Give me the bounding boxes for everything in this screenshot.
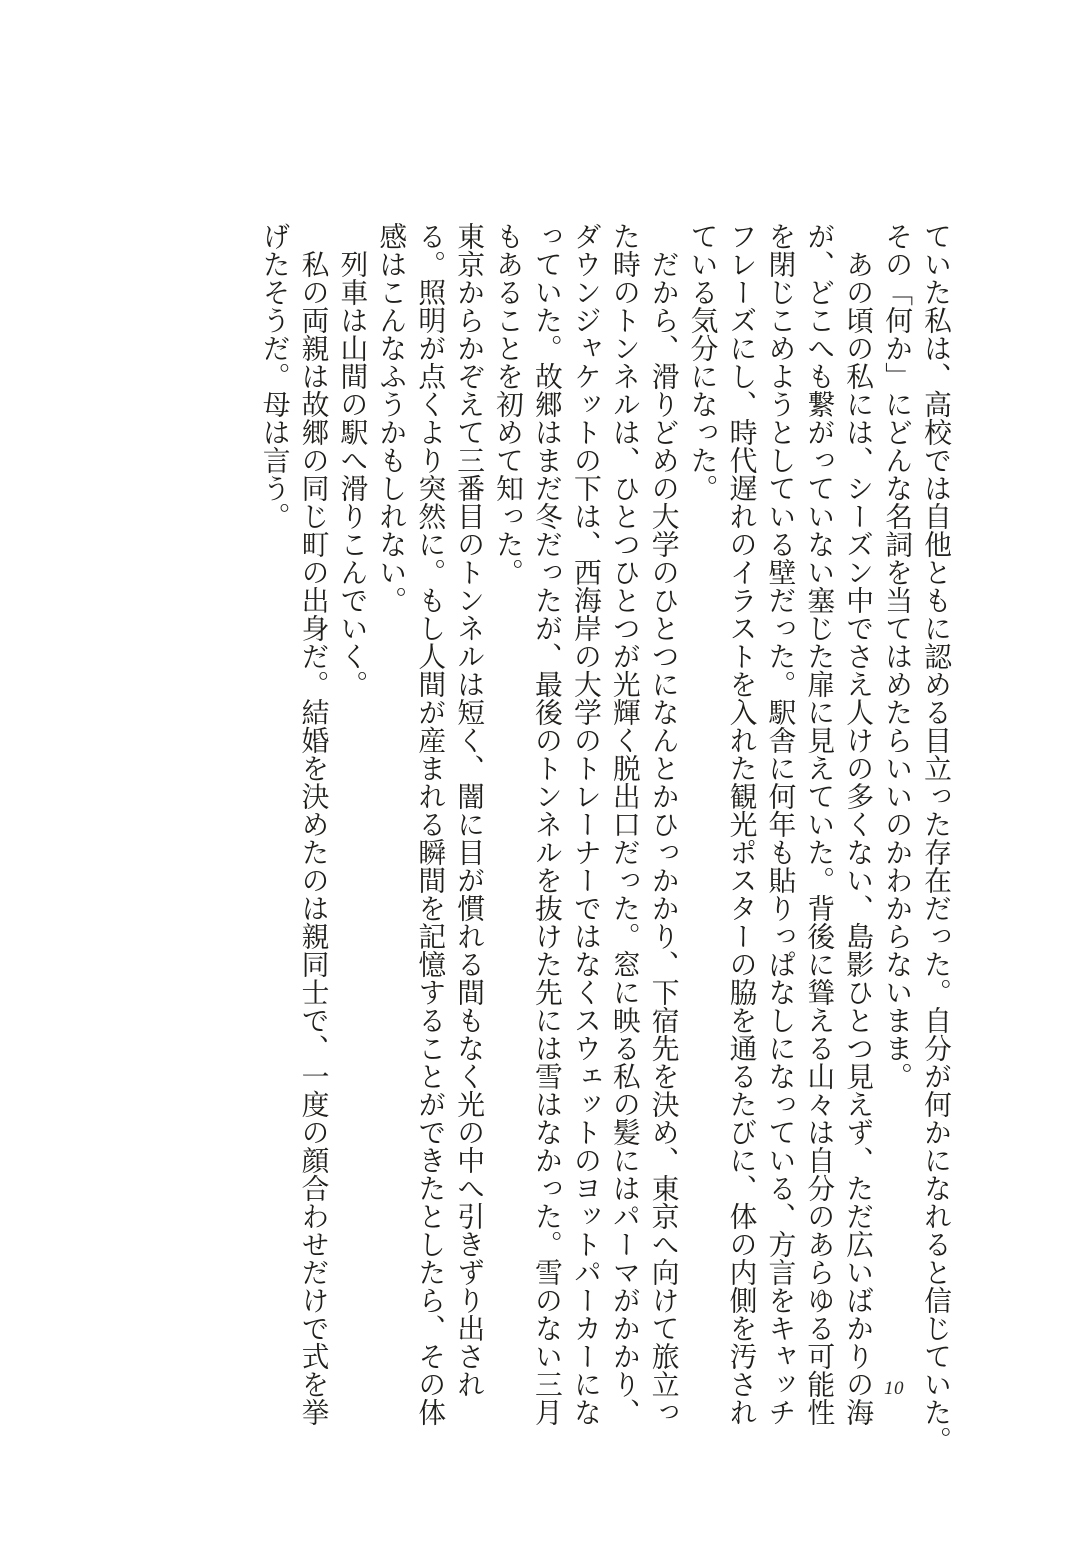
text-line: もあることを初めて知った。 bbox=[491, 222, 525, 586]
text-line: た時のトンネルは、ひとつひとつが光輝く脱出口だった。窓に映る私の髪にはパーマがかかり、 bbox=[607, 222, 641, 1426]
text-line: 私の両親は故郷の同じ町の出身だ。結婚を決めたのは親同士で、一度の顔合わせだけで式を挙 bbox=[296, 222, 330, 1426]
text-line: げたそうだ。母は言う。 bbox=[257, 222, 291, 530]
text-line: を閉じこめようとしている壁だった。駅舎に何年も貼りっぱなしになっている、方言をキャッチ bbox=[763, 222, 797, 1426]
text-line: る。照明が点くより突然に。もし人間が産まれる瞬間を記憶することができたとしたら、その体 bbox=[413, 222, 447, 1426]
text-line: ている気分になった。 bbox=[685, 222, 719, 502]
text-line: だから、滑りどめの大学のひとつになんとかひっかかり、下宿先を決め、東京へ向けて旅立っ bbox=[646, 222, 680, 1426]
text-line: っていた。故郷はまだ冬だったが、最後のトンネルを抜けた先には雪はなかった。雪のない三月 bbox=[529, 222, 563, 1426]
text-line: あの頃の私には、シーズン中でさえ人けの多くない、島影ひとつ見えず、ただ広いばかりの海 bbox=[841, 222, 875, 1426]
page-number: 10 bbox=[884, 1378, 904, 1399]
text-line: 列車は山間の駅へ滑りこんでいく。 bbox=[335, 222, 369, 698]
text-line: 東京からかぞえて三番目のトンネルは短く、闇に目が慣れる間もなく光の中へ引きずり出され bbox=[452, 222, 486, 1398]
text-line: が、どこへも繋がっていない塞じた扉に見えていた。背後に聳える山々は自分のあらゆる可能性 bbox=[802, 222, 836, 1426]
text-line: 感はこんなふうかもしれない。 bbox=[374, 222, 408, 614]
text-line: ていた私は、高校では自他ともに認める目立った存在だった。自分が何かになれると信じていた。 bbox=[919, 222, 952, 1454]
text-line: フレーズにし、時代遅れのイラストを入れた観光ポスターの脇を通るたびに、体の内側を汚され bbox=[724, 222, 758, 1426]
text-line: ダウンジャケットの下は、西海岸の大学のトレーナーではなくスウェットのヨットパーカーにな bbox=[568, 222, 602, 1426]
text-line: その「何か」にどんな名詞を当てはめたらいいのかわからないまま。 bbox=[880, 222, 914, 1090]
